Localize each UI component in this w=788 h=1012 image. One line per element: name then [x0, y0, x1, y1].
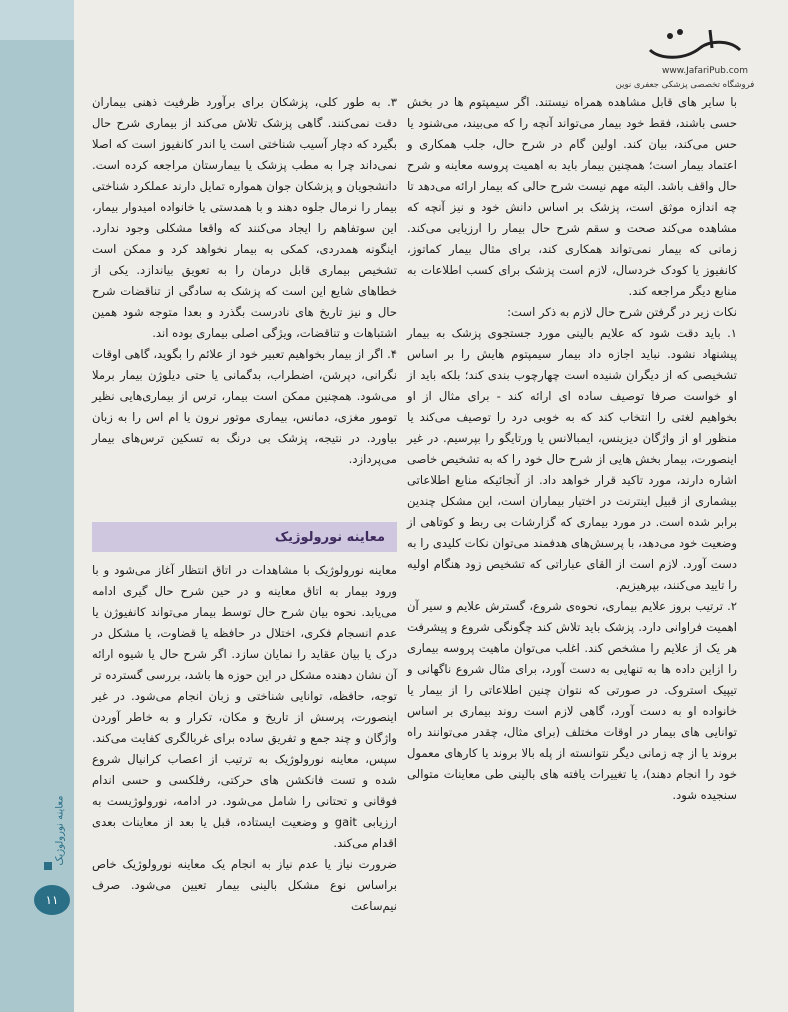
- list-intro: نکات زیر در گرفتن شرح حال لازم به ذکر است:: [507, 305, 737, 319]
- running-title-text: معاینه نورولوژیک: [54, 795, 66, 865]
- page-number: ۱۱: [34, 885, 70, 915]
- paragraph: معاینه نورولوژیک با مشاهدات در اتاق انتظار آغاز می‌شود و با ورود بیمار به اتاق معاینه و در حین شرح حال گیری ادامه می‌یابد. نحوه بیان شرح حال توسط بیمار می‌تواند کانفیوژن یا عدم انسجام فکری، اختلال در حافظه یا قضاوت، یا مشکل در درک یا بیان عقاید را نمایان سازد. اگر شرح حال یا شیوه ارائه آن نشان دهنده مشکل در این حوزه ها باشد، بررسی گسترده تر توجه، حافظه، توانایی شناختی و زبان انجام می‌شود. در غیر اینصورت، پرسش از تاریخ و مکان، تکرار و به خاطر آوردن واژگان و چند جمع و تفریق ساده برای غربالگری کفایت می‌کند. سپس، معاینه نورولوژیک به ترتیب از اعصاب کرانیال شروع شده و تست فانکشن های حرکتی، رفلکسی و حسی اندام فوقانی و تحتانی را شامل می‌شود. در ادامه، نورولوژیست به ارزیابی gait و وضعیت ایستاده، قبل یا بعد از معاینات بعدی اقدام می‌کند.: [92, 563, 397, 850]
- running-title: [40, 760, 80, 900]
- list-item: ۱. باید دقت شود که علایم بالینی مورد جستجوی پزشک به بیمار پیشنهاد نشود. نباید اجازه داد بیمار سیمپتوم هایش را بر اساس تشخیصی که از دیگران شنیده است چهارچوب بندی کند؛ بلکه باید از او خواست صرفا توصیف ساده ای ارائه کند - برای مثال از او بخواهیم لغتی را انتخاب کند که به خوبی درد را توصیف می‌کند یا منظور او از واژگان دیزینس، ایمبالانس یا ورتایگو را بپرسیم. در غیر اینصورت، بیمار بخش هایی از شرح حال خود را که به تشخیص خاصی اشاره دارند، مورد تاکید قرار خواهد داد. از آنجائیکه منابع اطلاعاتی بیشماری از قبیل اینترنت در اختیار بیماران است، این مشکل چندین برابر شده است. در مورد بیماری که گزارشات بی ربط و کوتاهی از وضعیت خود می‌دهد، با پرسش‌های هدفمند می‌توان نکات کلیدی را به دست آورد. لازم است از القای عباراتی که تشخیص زود هنگام اولیه را تایید می‌کنند، بپرهیزیم.: [407, 326, 737, 592]
- publisher-url[interactable]: www.JafariPub.com: [662, 66, 748, 76]
- right-column: [407, 92, 737, 806]
- publisher-store-name: فروشگاه تخصصی پزشکی جعفری نوین: [615, 80, 755, 90]
- side-band-top: [0, 0, 74, 40]
- paragraph: ضرورت نیاز یا عدم نیاز به انجام یک معاینه نورولوژیک خاص براساس نوع مشکل بالینی بیمار تعیین می‌شود. صرف نیم‌ساعت: [92, 857, 397, 913]
- left-column: [92, 92, 397, 470]
- list-item: ۴. اگر از بیمار بخواهیم تعبیر خود از علائم را بگوید، گاهی اوقات نگرانی، دپرشن، اضطراب، بدگمانی یا حتی دیلوژن بیمار برملا می‌شود. همچنین ممکن است بیمار، ترس از بیماری‌هایی نظیر تومور مغزی، دمانس، بیماری موتور نرون یا ام اس را به زبان بیاورد. در نتیجه، پزشک بی درنگ به تسکین ترس‌های بیمار می‌پردازد.: [92, 347, 397, 466]
- paragraph: با سایر های قابل مشاهده همراه نیستند. اگر سیمپتوم ها در بخش حسی باشند، فقط خود بیمار می‌تواند آنچه را که می‌بیند، می‌شنود یا حس می‌کند، بیان کند. اولین گام در شرح حال، جلب همکاری و اعتماد بیمار است؛ همچنین بیمار باید به اهمیت پروسه معاینه و شرح حال واقف باشد. البته مهم نیست شرح حالی که بیمار ارائه می‌دهد تا چه اندازه موثق است، پزشک بر اساس دانش خود و نیز آنچه که مشاهده می‌کند صحت و سقم شرح حال بیمار را ارزیابی می‌کند. زمانی که بیمار نمی‌تواند همکاری کند، برای مثال بیمار کماتوز، کانفیوز یا کودک خردسال، لازم است پزشک برای کسب اطلاعات به منابع دیگر مراجعه کند.: [407, 95, 737, 298]
- list-item: ۳. به طور کلی، پزشکان برای برآورد ظرفیت ذهنی بیماران دقت نمی‌کنند. گاهی پزشک تلاش می‌کند از بیماری شرح حال بگیرد که دچار آسیب شناختی است یا اندر کانفیوز است که اصلا نمی‌داند چرا به مطب پزشک یا بیمارستان مراجعه کرده است. دانشجویان و پزشکان جوان همواره تمایل دارند عملکرد شناختی بیمار را نرمال جلوه دهند و با همدستی یا خانواده امیدوار بیمار، این سوتفاهم را ایجاد می‌کنند که واقعا مشکلی وجود ندارد. اینگونه همدردی، کمکی به بیمار نخواهد کرد و ممکن است تشخیص بیماری قابل درمان را به تعویق بیاندازد. یکی از خطاهای شایع این است که پزشک به سادگی از تناقضات شرح حال و نیز تاریخ های نادرست بگذرد و بعدا متوجه شود همین اشتباهات و تناقضات، ویژگی اصلی بیماری بوده اند.: [92, 95, 397, 340]
- section-heading: [92, 522, 397, 552]
- running-title-marker: [44, 862, 52, 870]
- publisher-logo: [640, 20, 750, 68]
- section-heading-text: معاینه نورولوژیک: [274, 529, 385, 545]
- section-body: [92, 560, 397, 917]
- list-item: ۲. ترتیب بروز علایم بیماری، نحوه‌ی شروع، گسترش علایم و سیر آن اهمیت فراوانی دارد. پزشک باید تلاش کند چگونگی شروع و پیشرفت هر یک از علایم را مشخص کند. اغلب می‌توان ماهیت پروسه بیماری را ازاین داده ها به تنهایی به دست آورد، برای مثال شروع ناگهانی و تیپیک استروک. در صورتی که نتوان چنین اطلاعاتی را از بیمار یا خانواده او به دست آورد، گاهی لازم است روند بیماری بر اساس توانایی های بیمار در اوقات مختلف (برای مثال، چقدر می‌توانند راه بروند یا از چه زمانی دیگر نتوانسته از پله بالا بروند یا کارهای معمول خود را انجام دهند)، یا تغییرات یافته های بالینی طی معاینات متوالی سنجیده شود.: [407, 599, 737, 802]
